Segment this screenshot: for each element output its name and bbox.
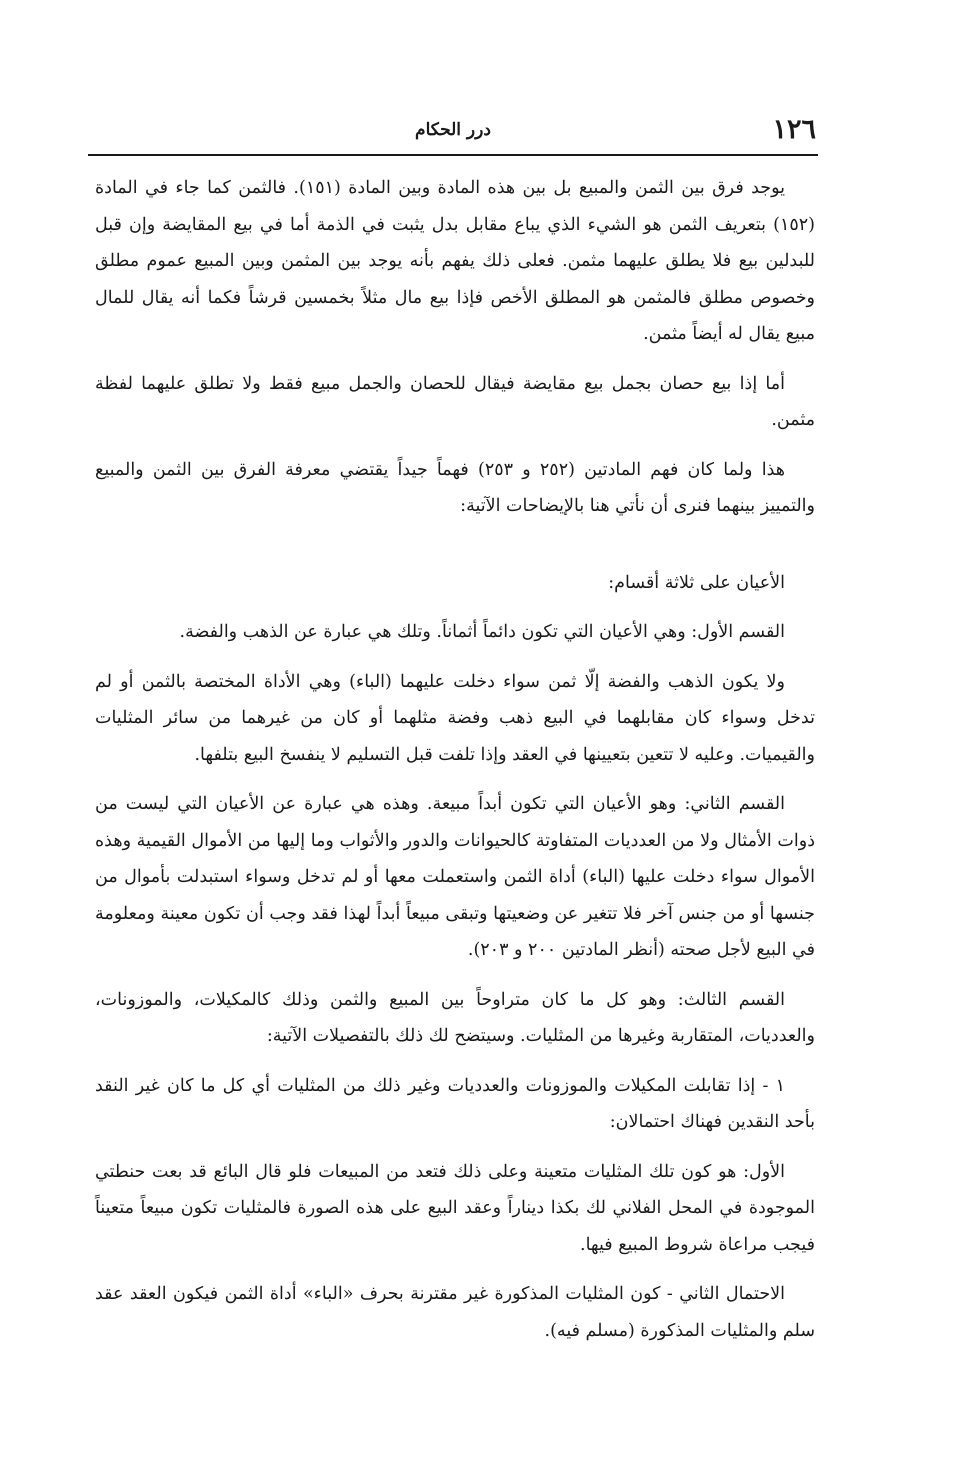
page-body	[95, 170, 815, 1362]
paragraph: ولا يكون الذهب والفضة إلّا ثمن سواء دخلت عليهما (الباء) وهي الأداة المختصة بالثمن أو لم تدخل وسواء كان مقابلهما في البيع ذهب وفضة مثلهما أو كان من غيرهما من سائر المثليات والقيميات. وعليه لا تتعين بتعيينها في العقد وإذا تلفت قبل التسليم لا ينفسخ البيع بتلفها.	[95, 671, 815, 765]
paragraph: أما إذا بيع حصان بجمل بيع مقايضة فيقال للحصان والجمل مبيع فقط ولا تطلق عليهما لفظة مثمن.	[95, 373, 815, 430]
paragraph: ١ - إذا تقابلت المكيلات والموزونات والعدديات وغير ذلك من المثليات أي كل ما كان غير النقد بأحد النقدين فهناك احتمالان:	[95, 1075, 815, 1132]
section-heading: الأعيان على ثلاثة أقسام:	[608, 572, 785, 593]
paragraph: القسم الأول: وهي الأعيان التي تكون دائماً أثماناً. وتلك هي عبارة عن الذهب والفضة.	[179, 622, 785, 642]
paragraph: هذا ولما كان فهم المادتين (٢٥٢ و ٢٥٣) فهماً جيداً يقتضي معرفة الفرق بين الثمن والمبيع والتمييز بينهما فنرى أن نأتي هنا بالإيضاحات الآتية:	[95, 459, 815, 516]
page-header	[88, 108, 818, 156]
paragraph: يوجد فرق بين الثمن والمبيع بل بين هذه المادة وبين المادة (١٥١). فالثمن كما جاء في المادة (١٥٢) بتعريف الثمن هو الشيء الذي يباع مقابل بدل يثبت في الذمة أما في بيع المقايضة وإن قبل للبدلين بيع فلا يطلق عليهما مثمن. فعلى ذلك يفهم بأنه يوجد بين المثمن وبين المبيع عموم مطلق وخصوص مطلق فالمثمن هو المطلق الأخص فإذا بيع مال مثلاً بخمسين قرشاً فكما أنه يقال للمال مبيع يقال له أيضاً مثمن.	[95, 178, 815, 344]
paragraph: الاحتمال الثاني - كون المثليات المذكورة غير مقترنة بحرف «الباء» أداة الثمن فيكون العقد عقد سلم والمثليات المذكورة (مسلم فيه).	[95, 1284, 815, 1341]
page-number: ١٢٦	[772, 114, 816, 145]
paragraph: القسم الثاني: وهو الأعيان التي تكون أبداً مبيعة. وهذه هي عبارة عن الأعيان التي ليست من ذوات الأمثال ولا من العدديات المتفاوتة كالحيوانات والدور والأثواب وما إليها من الأموال القيمية وهذه الأموال سواء دخلت عليها (الباء) أداة الثمن واستعملت معها أو لم تدخل وسواء استبدلت بأموال من جنسها أو من جنس آخر فلا تتغير عن وضعيتها وتبقى مبيعاً أبداً لهذا فقد وجب أن تكون معينة ومعلومة في البيع لأجل صحته (أنظر المادتين ٢٠٠ و ٢٠٣).	[95, 794, 815, 960]
paragraph: القسم الثالث: وهو كل ما كان متراوحاً بين المبيع والثمن وذلك كالمكيلات، والموزونات، والعدديات، المتقاربة وغيرها من المثليات. وسيتضح لك ذلك بالتفصيلات الآتية:	[95, 989, 815, 1046]
paragraph: الأول: هو كون تلك المثليات متعينة وعلى ذلك فتعد من المبيعات فلو قال البائع قد بعت حنطتي الموجودة في المحل الفلاني لك بكذا ديناراً وعقد البيع على هذه الصورة فالمثليات تكون مبيعاً متعيناً فيجب مراعاة شروط المبيع فيها.	[95, 1161, 815, 1255]
running-title: درر الحكام	[415, 120, 491, 140]
